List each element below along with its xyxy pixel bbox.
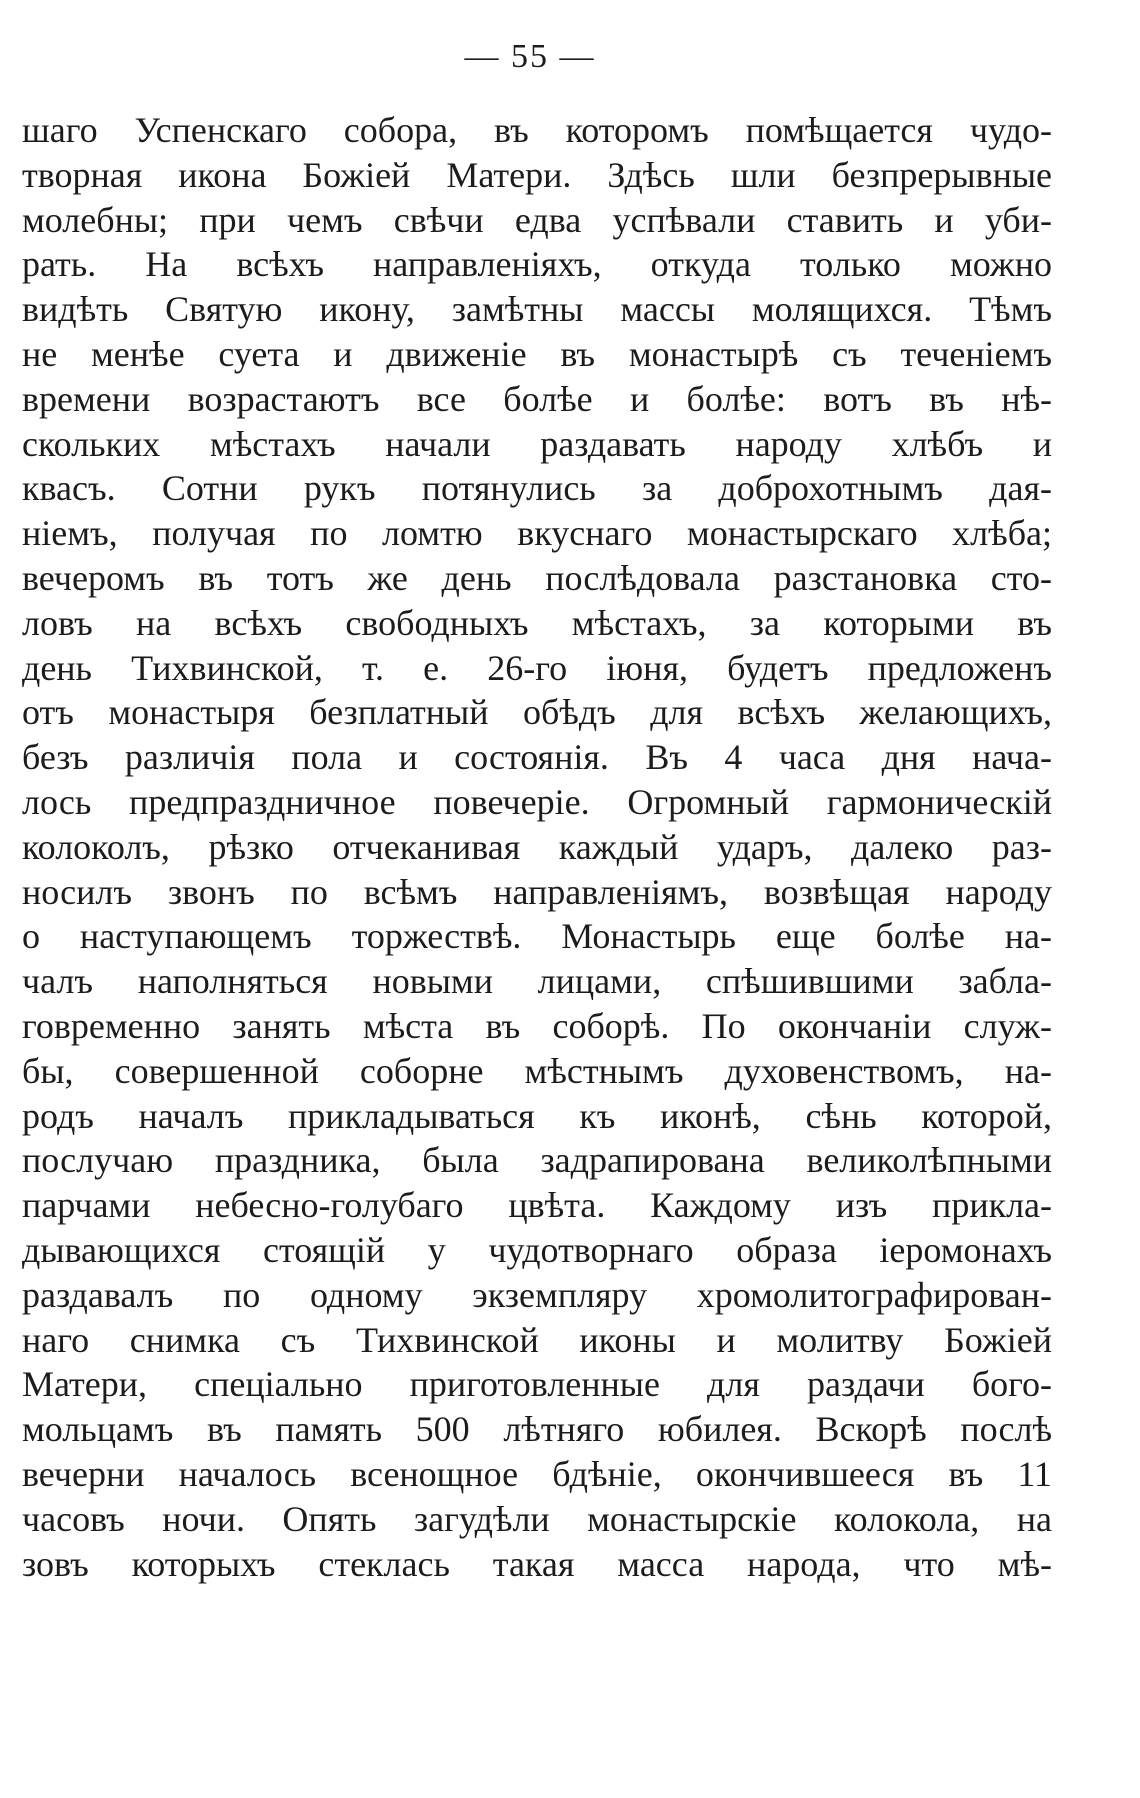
text-line: о наступающемъ торжествѣ. Монастырь еще болѣе на- [22, 916, 1052, 957]
text-line: говременно занять мѣста въ соборѣ. По окончаніи служ- [22, 1005, 1052, 1046]
text-line: послучаю праздника, была задрапирована великолѣпными [22, 1140, 1052, 1181]
text-line: безъ различія пола и состоянія. Въ 4 часа дня нача- [22, 737, 1052, 778]
text-line: отъ монастыря безплатный обѣдъ для всѣхъ желающихъ, [22, 692, 1052, 733]
text-line: не менѣе суета и движеніе въ монастырѣ съ теченіемъ [22, 333, 1052, 374]
text-line: ніемъ, получая по ломтю вкуснаго монастырскаго хлѣба; [22, 513, 1052, 554]
text-line: бы, совершенной соборне мѣстнымъ духовенствомъ, на- [22, 1050, 1052, 1091]
text-line: творная икона Божіей Матери. Здѣсь шли безпрерывные [22, 154, 1052, 195]
text-line: день Тихвинской, т. е. 26-го іюня, будетъ предложенъ [22, 647, 1052, 688]
text-line: дывающихся стоящій у чудотворнаго образа іеромонахъ [22, 1229, 1052, 1270]
text-line: времени возрастаютъ все болѣе и болѣе: вотъ въ нѣ- [22, 378, 1052, 419]
text-line: носилъ звонъ по всѣмъ направленіямъ, возвѣщая народу [22, 871, 1052, 912]
text-line: квасъ. Сотни рукъ потянулись за доброхотнымъ дая- [22, 468, 1052, 509]
text-line: раздавалъ по одному экземпляру хромолитографирован- [22, 1274, 1052, 1315]
text-line: зовъ которыхъ стеклась такая масса народа, что мѣ- [22, 1543, 1052, 1584]
text-line: мольцамъ въ память 500 лѣтняго юбилея. Вскорѣ послѣ [22, 1409, 1052, 1450]
text-line: родъ началъ прикладываться къ иконѣ, сѣнь которой, [22, 1095, 1052, 1136]
text-line: лось предпраздничное повечеріе. Огромный гармоническій [22, 781, 1052, 822]
text-line: парчами небесно-голубаго цвѣта. Каждому изъ прикла- [22, 1185, 1052, 1226]
text-line: вечеромъ въ тотъ же день послѣдовала разстановка сто- [22, 557, 1052, 598]
text-line: Матери, спеціально приготовленные для раздачи бого- [22, 1364, 1052, 1405]
page-number: — 55 — [464, 38, 596, 75]
text-line: часовъ ночи. Опять загудѣли монастырскіе колокола, на [22, 1498, 1052, 1539]
body-text [22, 108, 1052, 1586]
text-line: наго снимка съ Тихвинской иконы и молитву Божіей [22, 1319, 1052, 1360]
text-line: колоколъ, рѣзко отчеканивая каждый ударъ, далеко раз- [22, 826, 1052, 867]
text-line: ловъ на всѣхъ свободныхъ мѣстахъ, за которыми въ [22, 602, 1052, 643]
text-line: рать. На всѣхъ направленіяхъ, откуда только можно [22, 244, 1052, 285]
text-line: скольких мѣстахъ начали раздавать народу хлѣбъ и [22, 423, 1052, 464]
text-line: чалъ наполняться новыми лицами, спѣшившими забла- [22, 961, 1052, 1002]
text-line: шаго Успенскаго собора, въ которомъ помѣщается чудо- [22, 110, 1052, 150]
text-line: молебны; при чемъ свѣчи едва успѣвали ставить и уби- [22, 199, 1052, 240]
text-line: вечерни началось всенощное бдѣніе, окончившееся въ 11 [22, 1453, 1052, 1494]
text-line: видѣть Святую икону, замѣтны массы молящихся. Тѣмъ [22, 289, 1052, 330]
